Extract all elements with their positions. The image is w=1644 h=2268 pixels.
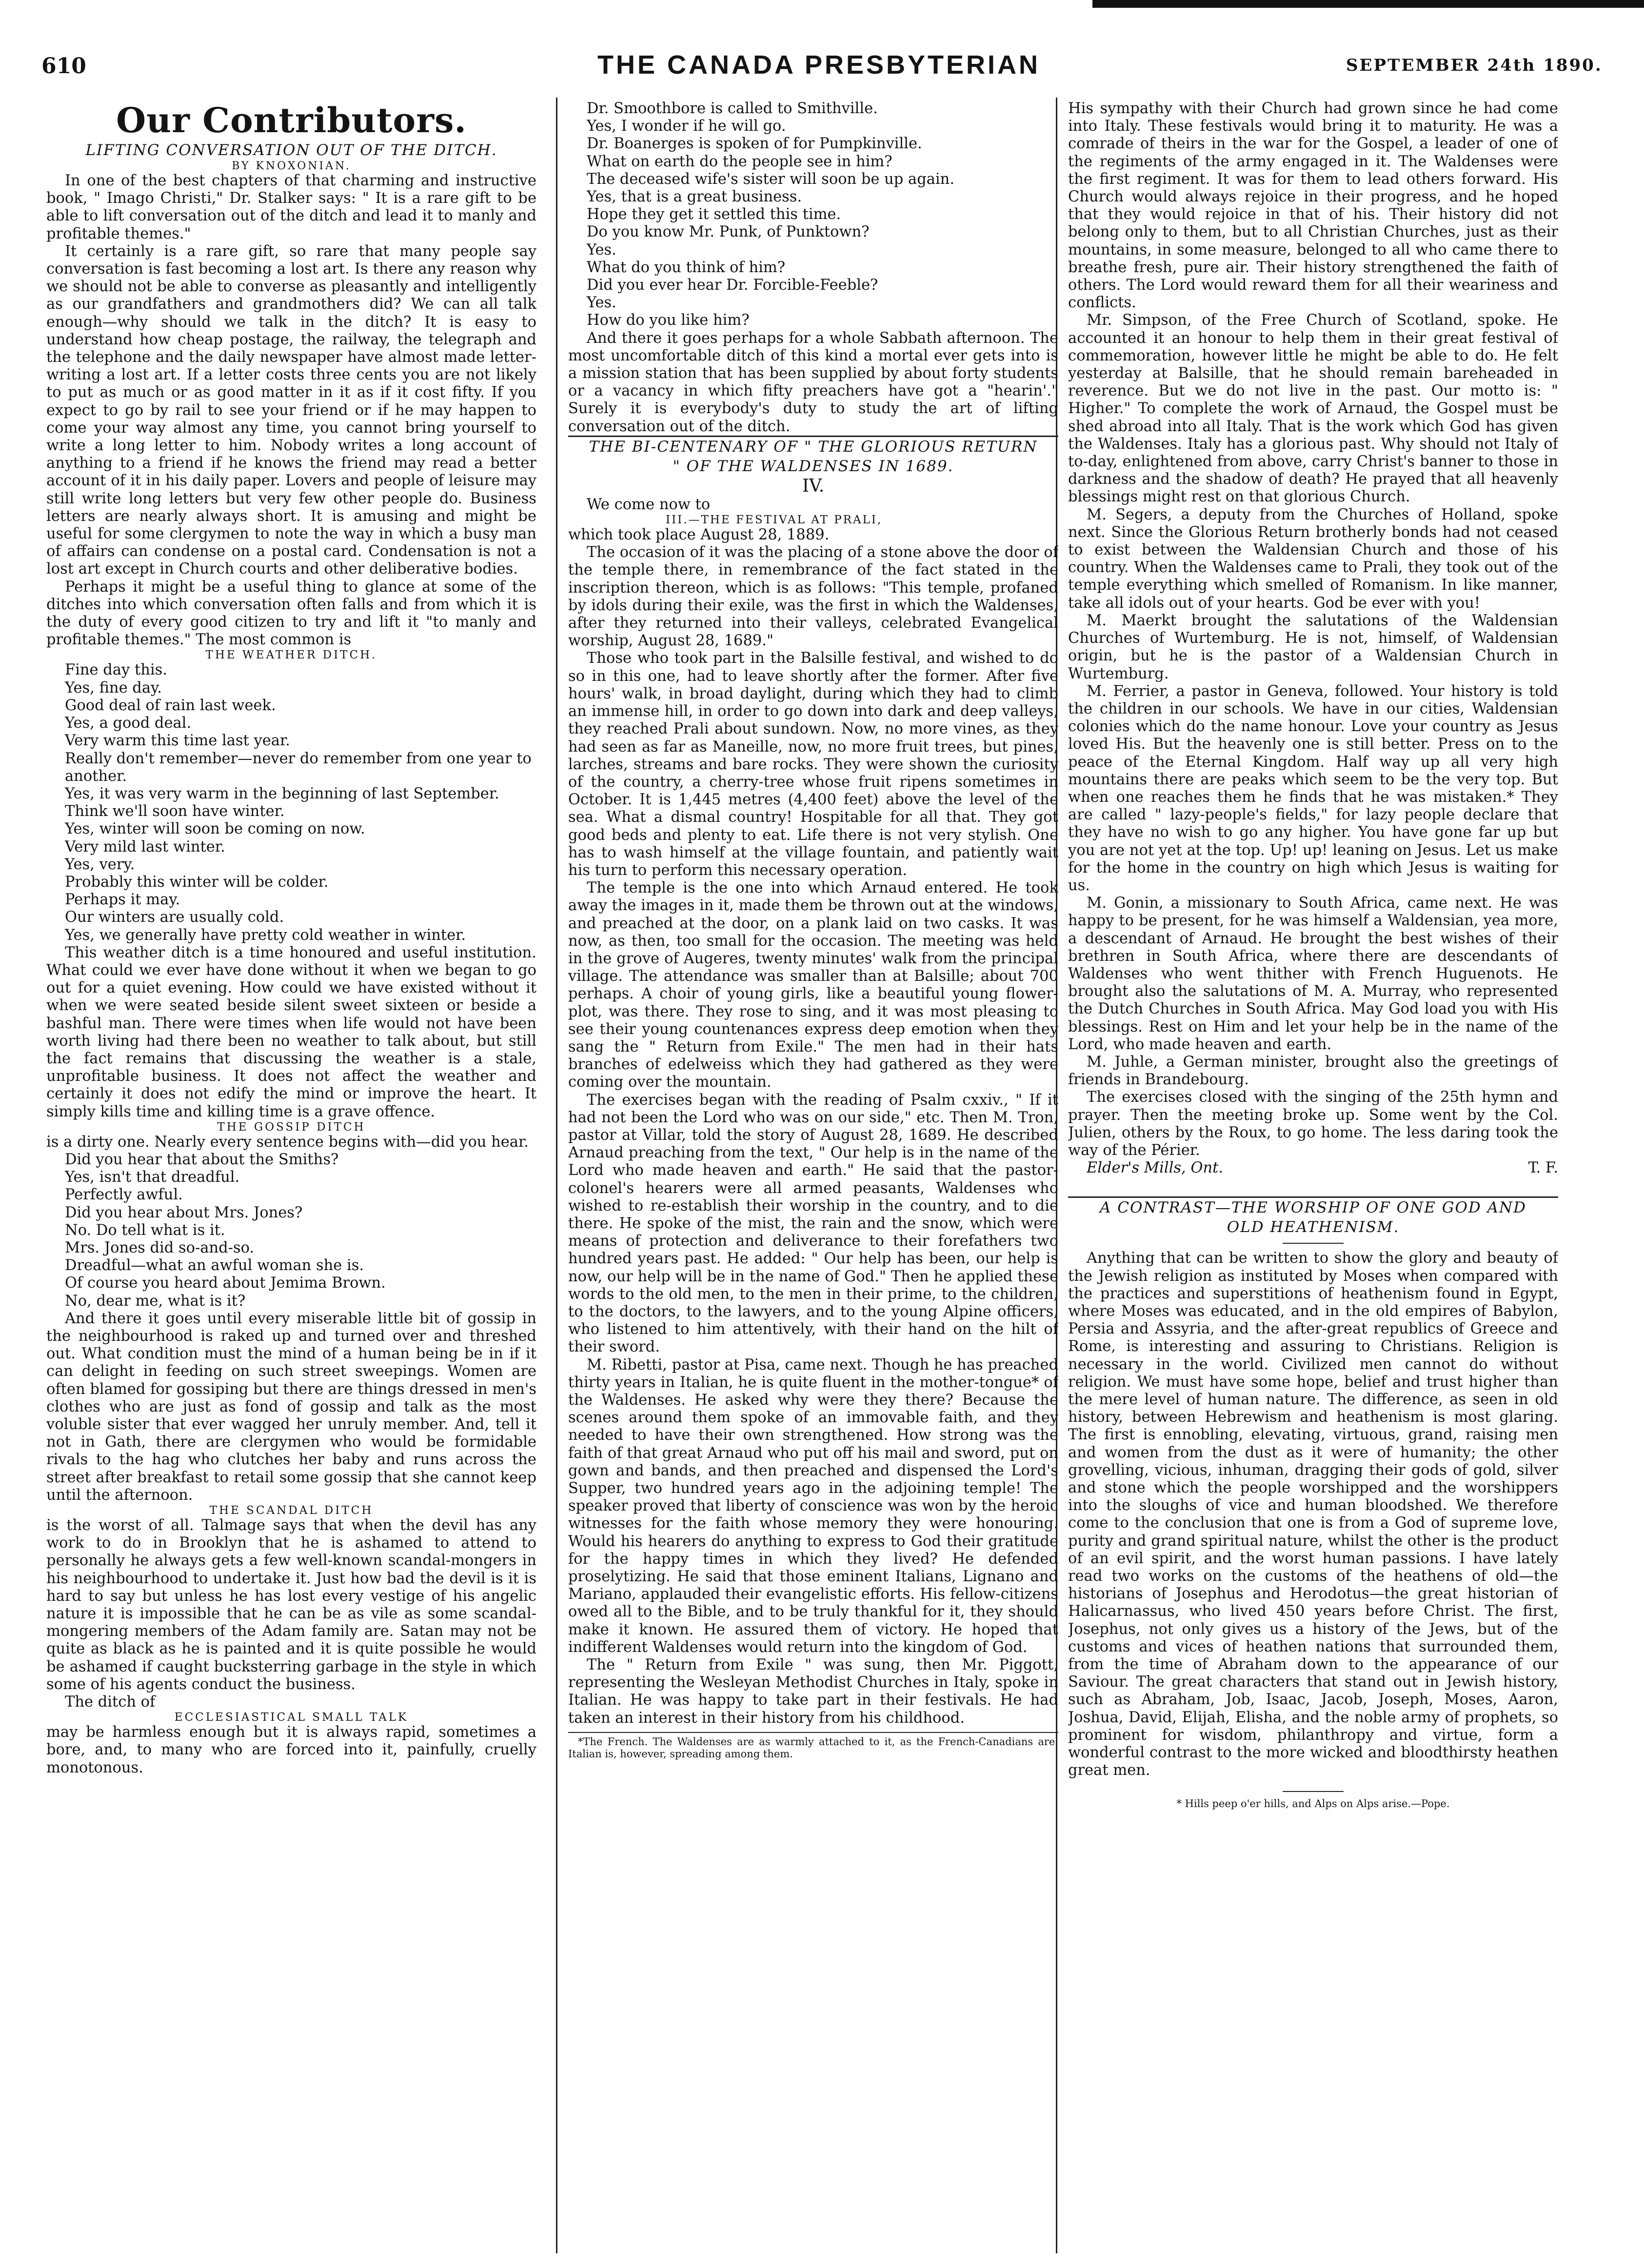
footnote: *The French. The Waldenses are as warmly attached to it, as the French-Canadians are. Italian is, however, spreading among them. <box>568 1735 1058 1760</box>
issue-date: SEPTEMBER 24th 1890. <box>1346 56 1603 75</box>
paragraph: Mr. Simpson, of the Free Church of Scotland, spoke. He accounted it an honour to help them in their great festival of commemoration, however little he might be able to do. He felt yesterday at Balsille, that he should remain bareheaded in reverence. But we do not live in the past. Our motto is: " Higher." To complete the work of Arnaud, the Gospel must be shed abroad into all Italy. That is the work which God has given the Waldenses. Italy has a glorious past. Why should not Italy of to-day, enlightened from above, carry Christ's banner to those in darkness and the shadow of death? He prayed that all heavenly blessings might rest on that glorious Church. <box>1068 312 1558 506</box>
paragraph: M. Ribetti, pastor at Pisa, came next. Though he has preached thirty years in Italian, he is quite fluent in the mother-tongue* of the Waldenses. He asked why were they there? Because the scenes around them spoke of an immovable faith, and they needed to have their own strengthened. How strong was the faith of that great Arnaud who put off his mail and sword, put on gown and bands, and then preached and dispensed the Lord's Supper, two hundred years ago in the adjoining temple! The speaker proved that liberty of conscience was won by the heroic witnesses for the faith whose memory they were honouring. Would his hearers do anything to express to God their gratitude for the happy times in which they lived? He defended proselytizing. He said that those eminent Italians, Lignano and Mariano, applauded their evangelistic efforts. His fellow-citizens owed all to the Bible, and to be truly thankful for it, they should make it known. He assured them of victory. He hoped that indifferent Waldenses would return into the kingdom of God. <box>568 1356 1058 1656</box>
byline: BY KNOXONIAN. <box>232 160 351 172</box>
paragraph: The ditch of <box>65 1693 156 1711</box>
paragraph: may be harmless enough but it is always rapid, sometimes a bore, and, to many who are forced into it, painfully, cruelly monotonous. <box>46 1724 536 1776</box>
divider <box>1283 1243 1344 1244</box>
subheading: THE GOSSIP DITCH <box>217 1120 366 1134</box>
dialogue-line: Yes. <box>587 294 616 312</box>
dialogue-line: Think we'll soon have winter. <box>65 803 285 820</box>
section-title: Our Contributors. <box>116 100 467 140</box>
article-body <box>568 496 1058 514</box>
paragraph: Perhaps it might be a useful thing to glance at some of the ditches into which conversation often falls and from which it is the duty of every good citizen to try and lift it "to manly and profitable themes." The most common is <box>46 578 536 649</box>
dialogue-line: Good deal of rain last week. <box>65 696 276 714</box>
dialogue-line: No. Do tell what is it. <box>65 1221 225 1239</box>
paragraph: His sympathy with their Church had grown since he had come into Italy. These festivals would bring it to maturity. He was a comrade of theirs in the war for the Gospel, a leader of one of the regiments of the army engaged in it. The Waldenses were the first regiment. It was for them to lead others forward. His Church would always rejoice in their progress, and he hoped that they would rejoice in that of his. Their history did not belong only to them, but to all Christian Churches, just as their mountains, in some measure, belonged to all who came there to breathe fresh, pure air. Their history strengthened the faith of others. The Lord would reward them for all their weariness and conflicts. <box>1068 100 1558 312</box>
dialogue <box>568 100 1058 330</box>
dialogue-line: Dr. Boanerges is spoken of for Pumpkinville. <box>587 135 922 153</box>
signature <box>1068 1159 1558 1177</box>
paragraph: M. Juhle, a German minister, brought also the greetings of friends in Brandebourg. <box>1068 1053 1558 1089</box>
column-3 <box>1068 100 1558 2266</box>
article-body <box>1068 1250 1558 1779</box>
page-number: 610 <box>41 54 86 79</box>
paragraph: Anything that can be written to show the glory and beauty of the Jewish religion as instituted by Moses when compared with the practices and superstitions of heathenism found in Egypt, where Moses was educated, and in the old empires of Babylon, Persia and Assyria, and the after-great republics of Greece and Rome, is interesting and assuring to Christians. Religion is necessary in the world. Civilized men cannot do without religion. We must have some hope, belief and trust higher than the mere level of human nature. The difference, as seen in old history, between Hebrewism and heathenism is most glaring. The first is ennobling, elevating, virtuous, grand, raising men and women from the dust as it were of humanity; the other grovelling, vicious, inhuman, dragging their gods of gold, silver and stone which the people worshipped and the worshippers into the sloughs of vice and human bloodshed. We therefore come to the conclusion that one is from a God of supreme love, purity and grand spiritual nature, whilst the other is the product of an evil spirit, and the worst human passions. I have lately read two works on the customs of the heathens of old—the historians of Josephus and Herodotus—the great historian of Halicarnassus, who lived 450 years before Christ. The first, Josephus, not only gives us a history of the Jews, but of the customs and vices of heathen nations that surrounded them, from the time of Abraham down to the appearance of our Saviour. The great characters that stand out in Jewish history, such as Abraham, Job, Isaac, Jacob, Joseph, Moses, Aaron, Joshua, David, Elijah, Elisha, and the noble army of prophets, so prominent for wisdom, philanthropy and virtue, form a wonderful contrast to the more wicked and bloodthirsty heathen great men. <box>1068 1250 1558 1779</box>
footnote: * Hills peep o'er hills, and Alps on Alps arise.—Pope. <box>1176 1798 1450 1810</box>
dialogue-line: Very warm this time last year. <box>65 732 290 750</box>
dialogue-line: Our winters are usually cold. <box>65 909 284 926</box>
page-header <box>0 49 1644 83</box>
column-2 <box>568 100 1058 2266</box>
dialogue <box>46 1151 536 1310</box>
article-title: THE BI-CENTENARY OF " THE GLORIOUS RETURN " OF THE WALDENSES IN 1689. <box>589 438 1038 475</box>
paragraph: The temple is the one into which Arnaud entered. He took away the images in it, made them be thrown out at the windows, and preached at the door, on a plank laid on two casks. It was now, as then, too small for the occasion. The meeting was held in the grove of Augeres, twenty minutes' walk from the principal village. The attendance was smaller than at Balsille; about 700 perhaps. A choir of young girls, like a beautiful young flower-plot, was there. They rose to sing, and it was most pleasing to see their young countenances express deep emotion when they sang the " Return from Exile." The men had in their hats branches of edelweiss which they had gathered as they were coming over the mountain. <box>568 879 1058 1091</box>
dialogue-line: How do you like him? <box>587 312 750 329</box>
dialogue-line: Fine day this. <box>65 661 167 679</box>
article-body <box>568 330 1058 436</box>
paragraph: It certainly is a rare gift, so rare that many people say conversation is fast becoming a lost art. Is there any reason why we should not be able to converse as pleasantly and intelligently as our grandfathers and grandmothers did? We can all talk enough—why should we talk in the ditch? It is easy to understand how cheap postage, the railway, the telegraph and the telephone and the daily newspaper have almost made letter-writing a lost art. If a letter costs three cents you are not likely to put as much or as good matter in it as if it cost fifty. If you expect to go by rail to see your friend or if he may happen to come your way almost any time, you cannot bring yourself to write a long letter to him. Nobody writes a long account of anything to a friend if he knows the friend may read a better account of it in his daily paper. Lovers and people of leisure may still write long letters but very few other people do. Business letters are nearly always short. It is amusing and might be useful for some clergymen to note the way in which a busy man of affairs can condense on a postal card. Condensation is not a lost art except in Church courts and other deliberative bodies. <box>46 242 536 578</box>
dialogue-line: What do you think of him? <box>587 259 786 276</box>
dialogue-line: Yes, that is a great business. <box>587 188 802 206</box>
dialogue-line: Did you ever hear Dr. Forcible-Feeble? <box>587 277 878 294</box>
dialogue-line: Yes, isn't that dreadful. <box>65 1169 240 1186</box>
dialogue-line: Hope they get it settled this time. <box>587 206 841 223</box>
dialogue-line: Yes. <box>587 241 616 259</box>
column-rule <box>556 98 557 2253</box>
paragraph: In one of the best chapters of that charming and instructive book, " Imago Christi," Dr. Stalker says: " It is a rare gift to be able to lift conversation out of the ditch and lead it to manly and profitable themes." <box>46 172 536 242</box>
paragraph: This weather ditch is a time honoured and useful institution. What could we ever have done without it when we began to go out for a quiet evening. How could we have existed without it when we were seated beside silent sweet sixteen or beside a bashful man. There were times when life would not have been worth living had there been no weather to talk about, but still the fact remains that discussing the weather is a stale, unprofitable business. It does not affect the weather and certainly it does not edify the mind or improve the heart. It simply kills time and killing time is a grave offence. <box>46 944 536 1120</box>
article-body <box>46 172 536 649</box>
article-body <box>568 526 1058 1727</box>
article-title: LIFTING CONVERSATION OUT OF THE DITCH. <box>85 141 497 159</box>
column-1 <box>46 100 536 2266</box>
dialogue-line: Did you hear about Mrs. Jones? <box>65 1204 303 1221</box>
signature-initials: T. F. <box>1528 1159 1558 1177</box>
dialogue-line: Probably this winter will be colder. <box>65 873 329 891</box>
dialogue-line: Yes, it was very warm in the beginning of last September. <box>65 785 499 802</box>
paragraph: We come now to <box>587 496 711 513</box>
dialogue-line: What on earth do the people see in him? <box>587 153 892 170</box>
paragraph: M. Segers, a deputy from the Churches of Holland, spoke next. Since the Glorious Return brotherly bonds had not ceased to exist between the Waldensian Church and those of his country. When the Waldenses came to Prali, they took out of the temple everything which smelled of Romanism. In like manner, take all idols out of your hearts. God be ever with you! <box>1068 506 1558 612</box>
dialogue-line: Yes, we generally have pretty cold weather in winter. <box>65 926 466 944</box>
paragraph: The " Return from Exile " was sung, then Mr. Piggott, representing the Wesleyan Methodist Churches in Italy, spoke in Italian. He was happy to take part in their festivals. He had taken an interest in their history from his childhood. <box>568 1656 1058 1727</box>
signature-place: Elder's Mills, Ont. <box>1087 1159 1224 1177</box>
dialogue-line: Dr. Smoothbore is called to Smithville. <box>587 100 878 117</box>
paragraph: The exercises closed with the singing of the 25th hymn and prayer. Then the meeting broke up. Some went by the Col. Julien, others by the Roux, to go home. The less daring took the way of the Périer. <box>1068 1089 1558 1159</box>
article-body <box>46 1724 536 1777</box>
subheading: THE SCANDAL DITCH <box>209 1504 374 1517</box>
paragraph: which took place August 28, 1889. <box>568 526 830 544</box>
paragraph: And there it goes perhaps for a whole Sabbath afternoon. The most uncomfortable ditch of this kind a mortal ever gets into is a mission station that has been supplied by about forty students or a vacancy in which fifty preachers have got a "hearin'." Surely it is everybody's duty to study the art of lifting conversation out of the ditch. <box>568 329 1058 435</box>
article-body <box>1068 100 1558 1159</box>
article-body <box>46 1310 536 1504</box>
divider <box>1283 1791 1344 1792</box>
dialogue-line: Did you hear that about the Smiths? <box>65 1151 339 1168</box>
dialogue-line: Really don't remember—never do remember from one year to another. <box>65 750 532 785</box>
paragraph: M. Gonin, a missionary to South Africa, came next. He was happy to be present, for he was himself a Waldensian, yea more, a descendant of Arnaud. He brought the best wishes of their brethren in South Africa, where there are descendants of Waldenses who went thither with French Huguenots. He brought also the salutations of M. A. Murray, who represented the Dutch Churches in South Africa. May God load you with His blessings. Rest on Him and let your help be in the name of the Lord, who made heaven and earth. <box>1068 895 1558 1053</box>
dialogue-line: Perhaps it may. <box>65 891 180 909</box>
subheading: ECCLESIASTICAL SMALL TALK <box>174 1711 409 1724</box>
dialogue-line: Of course you heard about Jemima Brown. <box>65 1274 386 1292</box>
top-border-bar <box>1092 0 1644 8</box>
dialogue-line: The deceased wife's sister will soon be up again. <box>587 170 955 188</box>
dialogue-line: Yes, winter will soon be coming on now. <box>65 820 365 838</box>
dialogue-line: Very mild last winter. <box>65 838 225 855</box>
dialogue-line: Dreadful—what an awful woman she is. <box>65 1257 364 1274</box>
dialogue-line: Yes, fine day. <box>65 679 162 696</box>
article-title: A CONTRAST—THE WORSHIP OF ONE GOD AND OLD HEATHENISM. <box>1100 1199 1526 1236</box>
article-body <box>46 1517 536 1711</box>
paragraph: And there it goes until every miserable little bit of gossip in the neighbourhood is raked up and turned over and threshed out. What condition must the mind of a human being be in if it can delight in feeding on such street sweepings. Women are often blamed for gossiping but there are things dressed in men's clothes who are just as fond of gossip and talk as the most voluble sister that ever wagged her unruly member. And, tell it not in Gath, there are clergymen who would be formidable rivals to the hag who clutches her baby and runs across the street after breakfast to retail some gossip that she cannot keep until the afternoon. <box>46 1310 536 1504</box>
paragraph: is the worst of all. Talmage says that when the devil has any work to do in Brooklyn that he is ashamed to attend to personally he always gets a few well-known scandal-mongers in his neighbourhood to undertake it. Just how bad the devil is it is hard to say but unless he has lost every vestige of his angelic nature it is impossible that he can be as vile as some scandal-mongering members of the Adam family are. Satan may not be quite as black as he is painted and it is quite possible he would be ashamed if caught bucksterring garbage in the style in which some of his agents conduct the business. <box>46 1517 536 1693</box>
dialogue-line: Mrs. Jones did so-and-so. <box>65 1239 255 1256</box>
paragraph: M. Ferrier, a pastor in Geneva, followed. Your history is told the children in our schools. We have in our cities, Waldensian colonies which do the name honour. Love your country as Jesus loved His. But the heavenly one is still better. Press on to the peace of the Eternal Kingdom. Half way up all very high mountains there are peaks which seem to be the very top. But when one reaches them he finds that he was mistaken.* They are called " lazy-people's fields," for lazy people declare that they have no wish to go any higher. You have gone far up but you are not yet at the top. Up! up! leaning on Jesus. Let us make for the home in the country on high which Jesus is waiting for us. <box>1068 682 1558 894</box>
paragraph: is a dirty one. Nearly every sentence begins with—did you hear. <box>46 1133 529 1151</box>
paragraph: Those who took part in the Balsille festival, and wished to do so in this one, had to leave shortly after the former. After five hours' walk, in broad daylight, during which they had to climb an immense hill, in order to go down into dark and deep valleys, they reached Prali about sundown. Now, no more vines, as they had seen as far as Maneille, now, no more fruit trees, but pines, larches, streams and bare rocks. They were shown the curiosity of the country, a cherry-tree whose fruit ripens sometimes in October. It is 1,445 metres (4,400 feet) above the level of the sea. What a dismal country! Hospitable for all that. They got good beds and plenty to eat. Life there is not very stylish. One has to wash himself at the village fountain, and patiently wait his turn to perform this necessary operation. <box>568 650 1058 879</box>
subheading: THE WEATHER DITCH. <box>205 649 377 662</box>
dialogue-line: Perfectly awful. <box>65 1186 183 1204</box>
masthead-title: THE CANADA PRESBYTERIAN <box>597 50 1041 80</box>
dialogue-line: Yes, very. <box>65 855 135 873</box>
dialogue-line: Yes, I wonder if he will go. <box>587 118 786 135</box>
article-body <box>46 944 536 1121</box>
dialogue <box>46 661 536 944</box>
part-number: IV. <box>802 476 825 496</box>
paragraph: The exercises began with the reading of Psalm cxxiv., " If it had not been the Lord who was on our side," etc. Then M. Tron, pastor at Villar, told the story of August 28, 1689. He described Arnaud preaching from the text, " Our help is in the name of the Lord who made heaven and earth." He said that the pastor-colonel's hearers were all armed peasants, Waldenses who wished to re-establish their worship in the country, and to die there. He spoke of the mist, the rain and the snow, which were means of protection and deliverance to their forefathers two hundred years past. He added: " Our help has been, our help is now, our help will be in the name of God." Then he applied these words to the old men, to the men in their prime, to the children, to the doctors, to the lawyers, and to the young Alpine officers, who listened to him attentively, with their hand on the hilt of their sword. <box>568 1091 1058 1356</box>
paragraph: M. Maerkt brought the salutations of the Waldensian Churches of Wurtemburg. He is not, himself, of Waldensian origin, but he is the pastor of a Waldensian Church in Wurtemburg. <box>1068 612 1558 682</box>
article-body <box>46 1134 536 1151</box>
footnote-divider <box>568 1732 1058 1733</box>
subheading: III.—THE FESTIVAL AT PRALI, <box>666 514 883 527</box>
paragraph: The occasion of it was the placing of a stone above the door of the temple there, in remembrance of the fact stated in the inscription thereon, which is as follows: "This temple, profaned by idols during their exile, was the first in which the Waldenses, after they returned into their valleys, celebrated Evangelical worship, August 28, 1689." <box>568 544 1058 650</box>
dialogue-line: No, dear me, what is it? <box>65 1292 246 1310</box>
dialogue-line: Yes, a good deal. <box>65 715 192 732</box>
dialogue-line: Do you know Mr. Punk, of Punktown? <box>587 223 870 241</box>
